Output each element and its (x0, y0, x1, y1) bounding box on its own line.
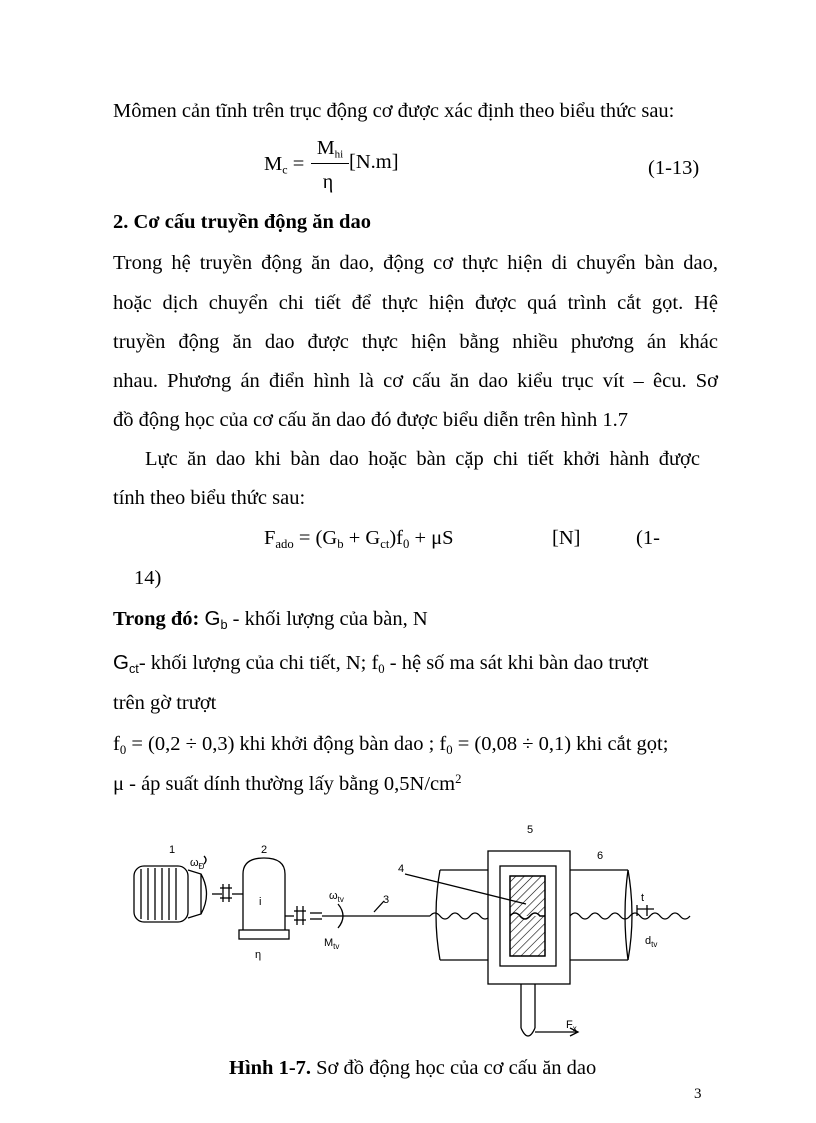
eq2-unit: [N] (552, 527, 581, 549)
label-eta: η (255, 949, 262, 961)
f0-a: f (113, 733, 120, 755)
label-3: 3 (383, 894, 390, 906)
gct-sub0: 0 (378, 661, 385, 676)
label-d-tv: $d_{tv}$ (645, 935, 658, 949)
label-4: 4 (398, 863, 405, 875)
page-number: 3 (694, 1086, 702, 1102)
where-label: Trong đó: (113, 608, 200, 630)
mu-text: μ - áp suất dính thường lấy bằng 0,5N/cm (113, 773, 456, 795)
nut-4 (510, 876, 545, 956)
eq2-mid3: )f (389, 527, 404, 549)
f0-b: = (0,2 ÷ 0,3) khi khởi động bàn dao ; f (126, 733, 447, 755)
label-1: 1 (169, 844, 176, 856)
label-omega-d: $\omega_Đ$ (190, 857, 205, 871)
eq1-number: (1-13) (648, 157, 700, 179)
label-5: 5 (527, 824, 534, 836)
eq2-f: F (264, 527, 276, 549)
label-2: 2 (261, 844, 268, 856)
eq2-mid2: + G (343, 527, 381, 549)
para3-line-1: Lực ăn dao khi bàn dao hoặc bàn cặp chi tiết khởi hành được (145, 448, 700, 470)
eq2-number-b: 14) (134, 567, 162, 589)
eq1-lhs-sub: c (282, 162, 288, 177)
para2-line-3: truyền động ăn dao được thực hiện bằng nhiều phương án khác (113, 331, 718, 353)
figure-caption (229, 1058, 596, 1079)
para2-line-4: nhau. Phương án điển hình là cơ cấu ăn dao kiểu trục vít – êcu. Sơ (113, 370, 718, 392)
caption-rest: Sơ đồ động học của cơ cấu ăn dao (311, 1057, 597, 1079)
eq2-mid4: + μS (409, 527, 454, 549)
eq1-unit: [N.m] (349, 151, 399, 173)
where-text: - khối lượng của bàn, N (227, 608, 428, 630)
eq2-sub-0: 0 (403, 536, 410, 551)
f0-a-sub: 0 (119, 742, 127, 757)
para2-line-5: đồ động học của cơ cấu ăn dao đó được biểu diễn trên hình 1.7 (113, 409, 628, 431)
label-t: t (641, 892, 645, 904)
eq1-num-main: M (316, 137, 335, 159)
intro-paragraph: Mômen cản tĩnh trên trục động cơ được xác định theo biểu thức sau: (113, 100, 675, 122)
gct-g: G (113, 651, 129, 674)
label-m-tv: $M_{tv}$ (324, 937, 340, 951)
gct-sub: ct (128, 660, 139, 676)
gct-text2: - hệ số ma sát khi bàn dao trượt (384, 652, 649, 674)
motor-body (134, 866, 222, 922)
gct-text1: - khối lượng của chi tiết, N; f (138, 652, 379, 674)
eq2-sub-b: b (337, 536, 344, 551)
tren-go-truot-line: trên gờ trượt (113, 692, 217, 714)
label-f-x: $F_x$ (566, 1019, 577, 1033)
eq1-num-sub: hi (334, 148, 344, 161)
label-i: i (259, 896, 262, 908)
coupling-2 (285, 904, 344, 928)
eq2-number-a: (1- (636, 527, 660, 549)
eq2-sub-ct: ct (380, 536, 390, 551)
eq2-mid1: = (G (293, 527, 338, 549)
eq2-f-sub: ado (275, 536, 294, 551)
para3-line-2: tính theo biểu thức sau: (113, 487, 306, 509)
label-6: 6 (597, 850, 604, 862)
section-heading: 2. Cơ cấu truyền động ăn dao (113, 211, 371, 233)
f0-b-sub: 0 (446, 742, 453, 757)
where-g: G (204, 607, 221, 630)
f0-c: = (0,08 ÷ 0,1) khi cắt gọt; (452, 733, 669, 755)
eq1-lhs-main: M (264, 153, 283, 175)
where-g-sub: b (220, 616, 228, 632)
eq1-equals: = (292, 153, 305, 175)
para2-line-1: Trong hệ truyền động ăn dao, động cơ thực hiện di chuyển bàn dao, (113, 252, 718, 274)
label-omega-tv: $\omega_{tv}$ (329, 890, 344, 904)
mu-sup: 2 (455, 772, 462, 787)
coupling-1 (220, 884, 232, 902)
eq1-denominator: η (322, 171, 334, 193)
caption-bold: Hình 1-7. (229, 1057, 312, 1079)
para2-line-2: hoặc dịch chuyển chi tiết để thực hiện được quá trình cắt gọt. Hệ (113, 292, 718, 314)
